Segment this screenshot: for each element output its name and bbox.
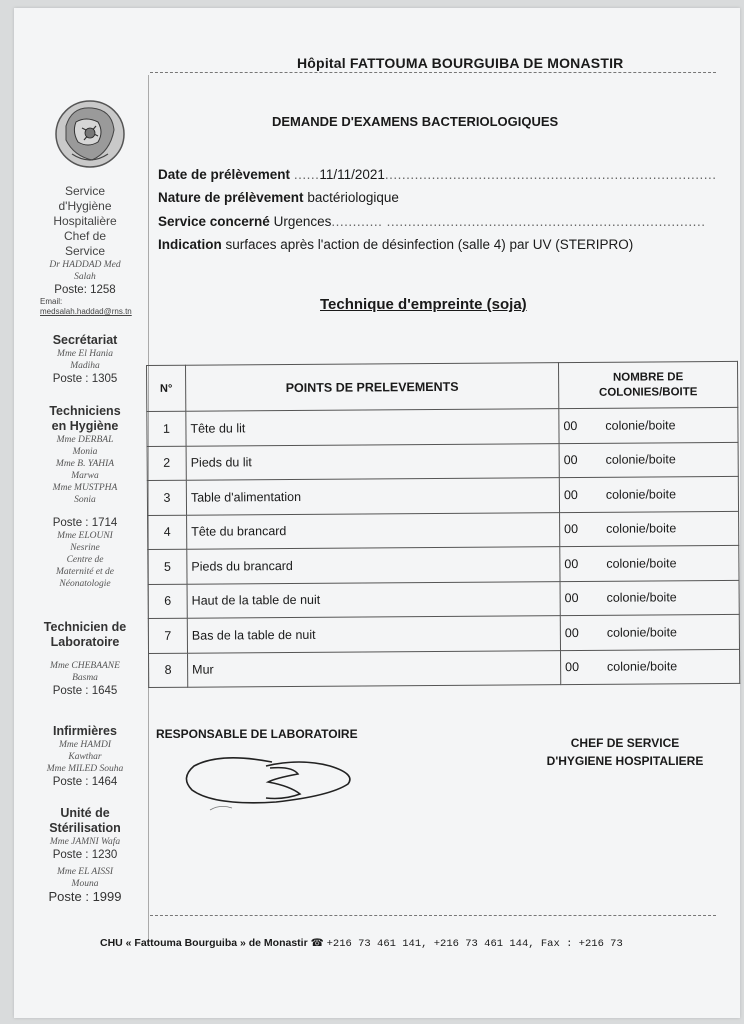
labo-title: Technicien de [43,620,127,634]
secretariat-name: Madiha [70,361,100,371]
technicien-name: Mme ELOUNI [57,531,113,541]
row-point: Bas de la table de nuit [187,616,560,653]
nature-label: Nature de prélèvement [158,190,304,205]
row-num: 2 [147,446,186,481]
chef-service-label [530,734,720,770]
centre-label: Maternité et de [55,567,115,577]
row-num: 7 [148,618,187,653]
hospital-header: Hôpital FATTOUMA BOURGUIBA DE MONASTIR [297,55,624,71]
secretariat-name: Mme El Hania [57,349,113,359]
table-row [148,580,739,619]
row-count-value: 00 [563,487,578,502]
row-count-unit: colonie/boite [606,590,677,606]
indication-label: Indication [158,237,222,252]
row-point: Mur [188,650,561,687]
table-row [148,511,739,550]
row-count-unit: colonie/boite [606,659,678,675]
technique-title: Technique d'empreinte (soja) [320,296,527,313]
table-row [149,649,740,688]
sidebar-service-block [20,184,150,317]
techniciens-title: Techniciens [49,404,121,418]
row-num: 5 [148,549,187,584]
row-point: Haut de la table de nuit [187,581,560,618]
table-row [147,407,738,446]
infirmieres-title: Infirmières [53,724,117,738]
centre-label: Néonatologie [59,579,111,589]
infirmiere-name: Mme HAMDI [59,740,111,750]
row-count-unit: colonie/boite [605,487,677,502]
centre-label: Centre de [66,555,104,565]
row-count-value: 00 [563,418,578,433]
date-dots: ...... [293,167,320,182]
signature-mark [180,744,360,824]
service-field [158,214,705,229]
sterilisation-name: Mouna [71,879,99,889]
header-points: POINTS DE PRELEVEMENTS [186,363,559,412]
sidebar-sterilisation-block [20,806,150,904]
indication-field [158,237,633,252]
row-count [560,511,739,547]
table-header-row [147,361,738,411]
footer-divider [150,915,716,916]
email-label: Email: [40,297,63,306]
techniciens-title: en Hygiène [51,419,119,433]
footer [100,937,623,950]
row-count-unit: colonie/boite [606,625,678,640]
sidebar-laboratoire-block [20,620,150,698]
infirmieres-poste: Poste : 1464 [52,776,118,788]
email-link[interactable]: medsalah.haddad@rns.tn [40,307,132,316]
row-point: Tête du brancard [187,512,560,549]
row-num: 4 [148,515,187,550]
row-count-unit: colonie/boite [605,418,676,433]
chef-poste: Poste: 1258 [54,284,116,296]
row-count-value: 00 [563,453,578,468]
labo-poste: Poste : 1645 [52,685,118,697]
indication-value: surfaces après l'action de désinfection (salle 4) par UV (STERIPRO) [225,237,634,252]
row-count-value: 00 [564,556,579,571]
chef-name: Dr HADDAD Med [49,260,121,270]
service-title-line: Service [64,244,105,258]
row-count [560,545,739,581]
service-value: Urgences [273,214,332,229]
sterilisation-title: Stérilisation [49,821,121,835]
sterilisation-poste: Poste : 1999 [48,889,122,904]
hospital-logo [52,96,128,172]
row-count [561,649,740,685]
service-dots: ............ ........................................................................... [331,214,706,229]
footer-chu: CHU « Fattouma Bourguiba » de Monastir [100,937,308,949]
row-count-unit: colonie/boite [605,452,676,468]
row-point: Table d'alimentation [186,478,559,515]
table-row [147,476,738,515]
header-colonies: NOMBRE DE COLONIES/BOITE [558,361,737,408]
nature-field [158,190,399,205]
points-table [146,361,740,688]
technicien-name: Mme DERBAL [56,435,114,445]
secretariat-title: Secrétariat [52,333,118,347]
service-label: Service concerné [158,214,270,229]
date-value: 11/11/2021 [319,167,385,182]
row-num: 6 [148,584,187,619]
technicien-name: Mme MUSTPHA [52,483,118,493]
technicien-name: Mme B. YAHIA [55,459,115,469]
sidebar-infirmieres-block [20,724,150,789]
table-row [148,614,739,653]
technicien-name: Sonia [74,495,96,505]
service-title-line: Service [64,184,105,198]
row-count [559,442,738,478]
phone-icon: ☎ [310,937,324,949]
date-label: Date de prélèvement [158,167,291,182]
header-num: N° [147,365,186,411]
service-title-line: Hospitalière [53,214,117,228]
labo-name: Mme CHEBAANE [50,661,120,671]
row-point: Pieds du lit [186,443,559,480]
chef-line: D'HYGIENE HOSPITALIERE [546,754,704,768]
responsable-label: RESPONSABLE DE LABORATOIRE [156,727,358,741]
row-num: 8 [149,653,188,688]
service-title-line: d'Hygiène [58,199,112,213]
header-divider [150,72,716,73]
row-count-value: 00 [564,522,579,537]
row-num: 3 [147,480,186,515]
sterilisation-name: Mme JAMNI Wafa [49,837,121,847]
secretariat-poste: Poste : 1305 [52,373,118,385]
row-num: 1 [147,411,186,446]
technicien-name: Monia [72,447,98,457]
technicien-name: Marwa [71,471,99,481]
sterilisation-poste: Poste : 1230 [52,849,118,861]
row-count [559,407,738,443]
row-count-value: 00 [564,625,579,640]
table-row [148,545,739,584]
row-count [560,580,739,616]
service-title-line: Chef de [63,229,107,243]
row-point: Tête du lit [186,409,559,446]
table-row [147,442,738,481]
date-field [158,167,716,182]
row-count-value: 00 [565,660,580,675]
chef-line: CHEF DE SERVICE [570,736,680,750]
infirmiere-name: Kawthar [68,752,102,762]
sidebar-techniciens-block [20,404,150,590]
row-point: Pieds du brancard [187,547,560,584]
row-count [560,614,739,650]
sterilisation-name: Mme EL AISSI [56,867,114,877]
nature-value: bactériologique [307,190,399,205]
row-count-unit: colonie/boite [606,521,677,537]
row-count [559,476,738,512]
infirmiere-name: Mme MILED Souha [46,764,124,774]
row-count-unit: colonie/boite [606,556,677,571]
footer-phones: +216 73 461 141, +216 73 461 144, Fax : +216 73 [326,938,623,950]
techniciens-poste: Poste : 1714 [52,517,118,529]
labo-name: Basma [72,673,98,683]
document-title: DEMANDE D'EXAMENS BACTERIOLOGIQUES [272,114,559,129]
row-count-value: 00 [564,591,579,606]
chef-name: Salah [74,272,96,282]
technicien-name: Nesrine [70,543,100,553]
date-dots: .............................................................................. [384,167,717,182]
sterilisation-title: Unité de [60,806,110,820]
labo-title: Laboratoire [50,635,120,649]
sidebar-secretariat-block [20,333,150,386]
